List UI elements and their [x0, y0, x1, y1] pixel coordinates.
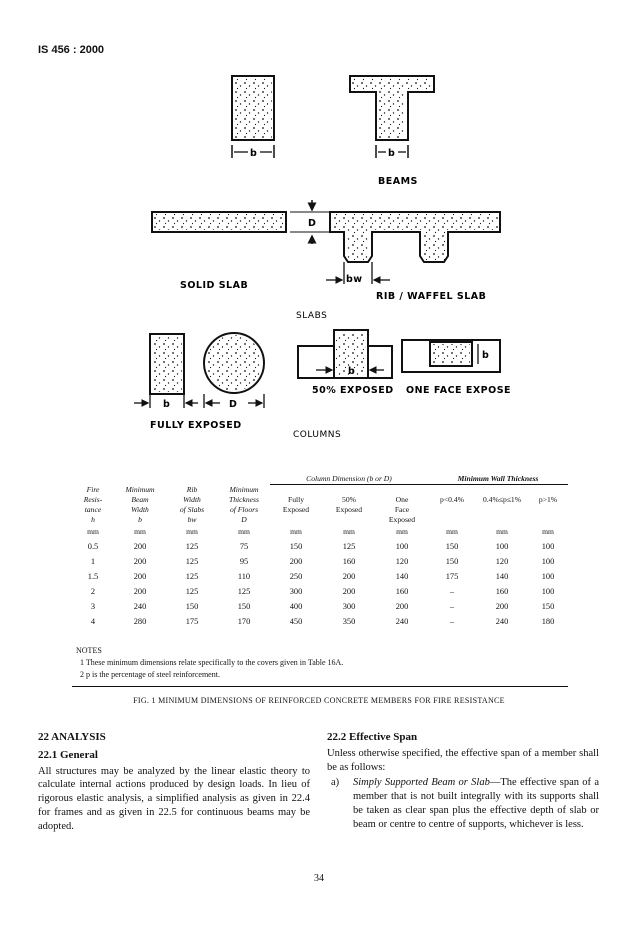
table-cell: 120: [395, 557, 409, 566]
one-face-column-section: [402, 340, 511, 396]
tbeam-dim-b: b: [388, 148, 396, 159]
slabs-label: SLABS: [296, 311, 328, 321]
table-cell: 200: [133, 572, 147, 581]
rect-column-section: [134, 334, 198, 410]
item-body: [353, 776, 599, 831]
rect-beam-section: [232, 76, 274, 159]
table-cell: 150: [185, 602, 199, 611]
head-thick-3: of Floors: [229, 505, 259, 514]
head-thick-2: Thickness: [229, 495, 259, 504]
table-cell: 240: [133, 602, 147, 611]
head-one-3: Exposed: [388, 515, 416, 524]
solid-slab-section: [152, 212, 286, 291]
table-cell: 75: [239, 542, 249, 551]
table-cell: 200: [133, 587, 147, 596]
head-one-1: One: [395, 495, 409, 504]
unit-cell: mm: [343, 527, 355, 536]
figure-caption: FIG. 1 MINIMUM DIMENSIONS OF REINFORCED CONCRETE MEMBERS FOR FIRE RESISTANCE: [133, 696, 505, 705]
table-row: [72, 599, 568, 614]
table-cell: 200: [342, 587, 356, 596]
table-cell: 95: [239, 557, 249, 566]
table-cell: –: [449, 587, 455, 596]
table-cell: 125: [185, 587, 199, 596]
head-thick-4: D: [241, 515, 247, 524]
span-item-a: [327, 776, 599, 831]
head-fully-2: Exposed: [282, 505, 310, 514]
head-fire-2: Resis-: [83, 495, 103, 504]
head-fire-4: h: [91, 515, 95, 524]
unit-cell: mm: [290, 527, 302, 536]
table-row: [72, 554, 568, 569]
solid-slab-label: SOLID SLAB: [180, 280, 249, 291]
rib-slab-label: RIB / WAFFEL SLAB: [376, 291, 487, 302]
table-cell: 300: [289, 587, 303, 596]
table-cell: 4: [90, 617, 96, 626]
heading-effective-span: 22.2 Effective Span: [327, 731, 418, 743]
table-cell: 150: [237, 602, 251, 611]
rib-slab-section: [326, 212, 500, 302]
table-cell: 1.5: [87, 572, 99, 581]
head-fire-1: Fire: [86, 484, 100, 494]
table-cell: 100: [395, 542, 409, 551]
table-cell: 450: [289, 617, 303, 626]
table-cell: 240: [495, 617, 509, 626]
fifty-exposed-label: 50% EXPOSED: [312, 385, 394, 396]
table-cell: 240: [395, 617, 409, 626]
table-cell: 200: [133, 557, 147, 566]
table-cell: 125: [185, 542, 199, 551]
beams-label: BEAMS: [378, 176, 418, 187]
table-cell: 150: [289, 542, 303, 551]
table-cell: 200: [342, 572, 356, 581]
note-2: 2 p is the percentage of steel reinforcement.: [80, 670, 220, 679]
one-face-label: ONE FACE EXPOSE: [406, 385, 512, 396]
document-code: IS 456 : 2000: [38, 44, 105, 56]
table-cell: 160: [342, 557, 356, 566]
table-row: [72, 614, 568, 629]
table-cell: 125: [342, 542, 356, 551]
table-cell: 175: [185, 617, 199, 626]
table-row: [72, 584, 568, 599]
table-cell: 150: [445, 557, 459, 566]
head-wall-2: 0.4%≤p≤1%: [482, 495, 522, 504]
table-row: [72, 539, 568, 554]
table-cell: 120: [495, 557, 509, 566]
heading-general: 22.1 General: [38, 748, 98, 761]
table-cell: 200: [395, 602, 409, 611]
table-cell: 1: [90, 557, 96, 566]
columns-label: COLUMNS: [293, 430, 342, 440]
table-cell: 200: [495, 602, 509, 611]
table-cell: 280: [133, 617, 147, 626]
table-cell: 170: [237, 617, 251, 626]
table-cell: 160: [395, 587, 409, 596]
head-rib-3: of Slabs: [179, 505, 205, 514]
head-rib-1: Rib: [186, 484, 198, 494]
item-text: —The effective span of a member that is not built integrally with its supports shall be taken as clear span plus the effective depth of slab or beam or centre to centre of supports, whichever is less.: [353, 777, 599, 830]
head-one-2: Face: [394, 505, 410, 514]
table-cell: 200: [133, 542, 147, 551]
table-cell: 100: [541, 572, 555, 581]
col-dim-b: b: [163, 399, 171, 410]
circular-column-section: [204, 333, 264, 410]
head-thick-1: Minimum: [229, 484, 259, 494]
head-beam-3: Width: [131, 505, 149, 514]
table-row: [72, 569, 568, 584]
fully-exposed-label: FULLY EXPOSED: [150, 420, 242, 431]
table-bottom-rule: [72, 686, 568, 687]
table-cell: 2: [90, 587, 96, 596]
table-cell: 160: [495, 587, 509, 596]
col-dim-D: D: [229, 399, 238, 410]
head-fifty-1: 50%: [342, 495, 356, 504]
head-fire-3: tance: [84, 505, 102, 514]
heading-analysis: 22 ANALYSIS: [38, 731, 106, 743]
effective-span-intro: Unless otherwise specified, the effective span of a member shall be as follows:: [327, 747, 599, 773]
item-marker: a): [331, 777, 340, 789]
table-cell: 3: [90, 602, 96, 611]
general-paragraph: All structures may be analyzed by the linear elastic theory to calculate internal actions produced by design loads. In lieu of rigorous elastic analysis, a simplified analysis as given in 22.4 for frames and as given in 22.5 for continuous beams may be adopted.: [38, 765, 310, 832]
rib-width-bw: bw: [346, 274, 363, 285]
head-beam-2: Beam: [131, 495, 149, 504]
table-cell: 125: [185, 557, 199, 566]
page-number: 34: [314, 873, 324, 884]
table-cell: 140: [395, 572, 409, 581]
table-cell: 100: [495, 542, 509, 551]
half-col-dim-b: b: [348, 366, 356, 377]
table-cell: 110: [237, 572, 251, 581]
head-fifty-2: Exposed: [335, 505, 363, 514]
unit-cell: mm: [446, 527, 458, 536]
table-cell: 250: [289, 572, 303, 581]
unit-cell: mm: [87, 527, 99, 536]
table-cell: 100: [541, 587, 555, 596]
table-cell: 150: [541, 602, 555, 611]
left-column: [38, 731, 310, 834]
slab-thickness-D: D: [308, 218, 317, 229]
table-cell: –: [449, 602, 455, 611]
table-cell: 0.5: [87, 542, 99, 551]
t-beam-section: [350, 76, 434, 159]
table-cell: 100: [541, 542, 555, 551]
table-cell: 400: [289, 602, 303, 611]
head-beam-4: b: [138, 515, 142, 524]
notes-title: NOTES: [76, 646, 102, 655]
group-column-dimension: Column Dimension (b or D): [306, 474, 392, 483]
group-wall-thickness: Minimum Wall Thickness: [457, 474, 539, 483]
head-fully-1: Fully: [287, 495, 305, 504]
unit-cell: mm: [186, 527, 198, 536]
unit-cell: mm: [542, 527, 554, 536]
head-wall-3: p>1%: [538, 495, 558, 504]
dimensions-table: [72, 474, 568, 629]
table-cell: 125: [237, 587, 251, 596]
table-cell: –: [449, 617, 455, 626]
right-column: [327, 731, 599, 832]
table-cell: 100: [541, 557, 555, 566]
table-cell: 180: [541, 617, 555, 626]
table-cell: 300: [342, 602, 356, 611]
note-1: 1 These minimum dimensions relate specifically to the covers given in Table 16A.: [80, 658, 344, 667]
unit-cell: mm: [238, 527, 250, 536]
table-notes: [76, 645, 343, 681]
head-wall-1: p<0.4%: [440, 495, 464, 504]
item-title: Simply Supported Beam or Slab: [353, 777, 490, 789]
table-cell: 150: [445, 542, 459, 551]
unit-cell: mm: [396, 527, 408, 536]
table-cell: 350: [342, 617, 356, 626]
slab-thickness-marker: [290, 200, 330, 244]
head-rib-4: bw: [187, 515, 197, 524]
table-cell: 200: [289, 557, 303, 566]
table-cell: 140: [495, 572, 509, 581]
head-rib-2: Width: [183, 495, 201, 504]
unit-cell: mm: [496, 527, 508, 536]
head-beam-1: Minimum: [125, 484, 155, 494]
one-face-dim-b: b: [482, 350, 490, 361]
table-cell: 125: [185, 572, 199, 581]
table-cell: 175: [445, 572, 459, 581]
unit-cell: mm: [134, 527, 146, 536]
beam-dim-b: b: [250, 148, 258, 159]
half-exposed-column-section: [298, 330, 394, 396]
